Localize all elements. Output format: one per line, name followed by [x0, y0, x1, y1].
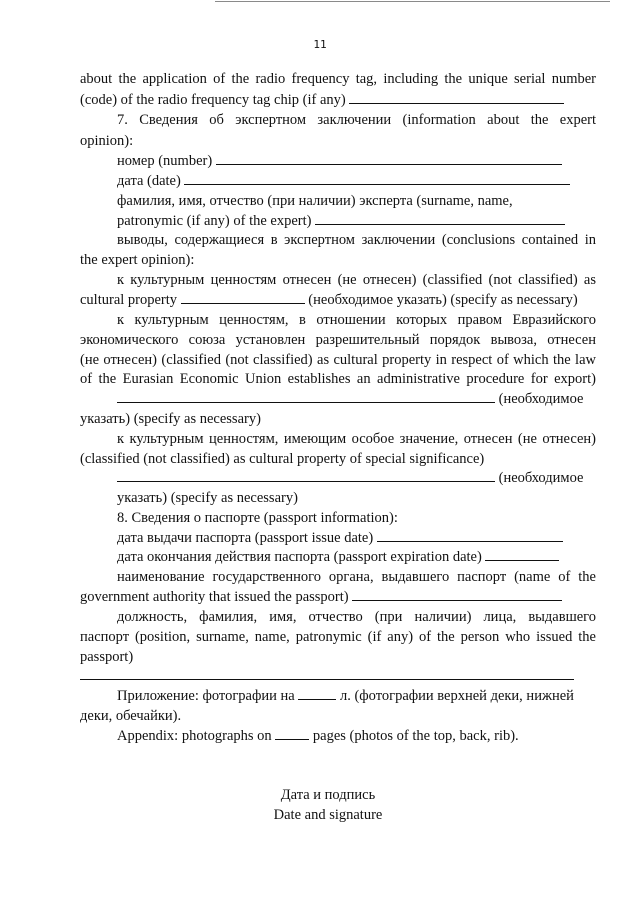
text-line: of the Eurasian Economic Union establishes an administrative procedure for export): [80, 371, 596, 387]
text-line: (classified (not classified) as cultural property of special significance): [80, 451, 485, 467]
fill-in-blank[interactable]: [275, 727, 309, 740]
fill-in-blank[interactable]: [181, 291, 305, 304]
text-line: паспорт (position, surname, name, patronymic (if any) of the person who issued the: [80, 629, 596, 645]
scan-edge-line: [215, 1, 610, 2]
text-line: the expert opinion):: [80, 252, 195, 268]
text-line: about the application of the radio frequency tag, including the unique serial number: [80, 71, 596, 87]
signature-label-ru: Дата и подпись: [280, 787, 376, 803]
appendix-ru: Приложение: фотографии на л. (фотографии верхней деки, нижней: [117, 688, 574, 704]
text-line: указать) (specify as necessary): [117, 490, 298, 506]
text-line: дата (date): [117, 172, 570, 190]
signature-label-en: Date and signature: [273, 807, 383, 823]
text-line: (необходимое: [117, 390, 583, 408]
fill-in-blank[interactable]: [80, 667, 574, 680]
text-line: наименование государственного органа, выдавшего паспорт (name of the: [117, 569, 596, 585]
fill-in-blank[interactable]: [485, 548, 559, 561]
fill-in-blank[interactable]: [298, 687, 336, 700]
text-line: выводы, содержащиеся в экспертном заключении (conclusions contained in: [117, 232, 596, 248]
text-line: passport): [80, 649, 134, 665]
text-line: деки, обечайки).: [80, 708, 182, 724]
text-line: к культурным ценностям, имеющим особое значение, отнесен (не отнесен): [117, 431, 596, 447]
text-line: номер (number): [117, 152, 562, 170]
text-line: opinion):: [80, 133, 134, 149]
text-line: указать) (specify as necessary): [80, 411, 261, 427]
text-line: patronymic (if any) of the expert): [117, 212, 565, 230]
text-line: экономического союза установлен разрешительный порядок вывоза, отнесен: [80, 332, 596, 348]
fill-in-blank[interactable]: [315, 212, 565, 225]
text-line: government authority that issued the passport): [80, 588, 562, 606]
page-number: 11: [313, 38, 327, 51]
fill-in-blank[interactable]: [117, 469, 495, 482]
fill-in-blank[interactable]: [184, 172, 570, 185]
text-line: (необходимое: [117, 469, 583, 487]
text-line: к культурным ценностям отнесен (не отнесен) (classified (not classified) as: [117, 272, 596, 288]
fill-in-blank[interactable]: [349, 91, 564, 104]
text-line: [80, 667, 574, 685]
text-line: должность, фамилия, имя, отчество (при наличии) лица, выдавшего: [117, 609, 596, 625]
text-line: к культурным ценностям, в отношении которых правом Евразийского: [117, 312, 596, 328]
fill-in-blank[interactable]: [216, 152, 562, 165]
appendix-en: Appendix: photographs on pages (photos of the top, back, rib).: [117, 728, 519, 744]
text-line: cultural property (необходимое указать) (specify as necessary): [80, 292, 578, 308]
text-line: (code) of the radio frequency tag chip (if any): [80, 91, 564, 109]
text-line: фамилия, имя, отчество (при наличии) эксперта (surname, name,: [117, 193, 513, 209]
text-line: (не отнесен) (classified (not classified) as cultural property in respect of which the law: [80, 352, 596, 368]
text-line: дата выдачи паспорта (passport issue date): [117, 529, 563, 547]
fill-in-blank[interactable]: [352, 588, 562, 601]
section-heading: 8. Сведения о паспорте (passport information):: [117, 510, 398, 526]
section-heading: 7. Сведения об экспертном заключении (information about the expert: [117, 112, 596, 128]
fill-in-blank[interactable]: [117, 390, 495, 403]
text-line: дата окончания действия паспорта (passport expiration date): [117, 548, 559, 566]
fill-in-blank[interactable]: [377, 529, 563, 542]
